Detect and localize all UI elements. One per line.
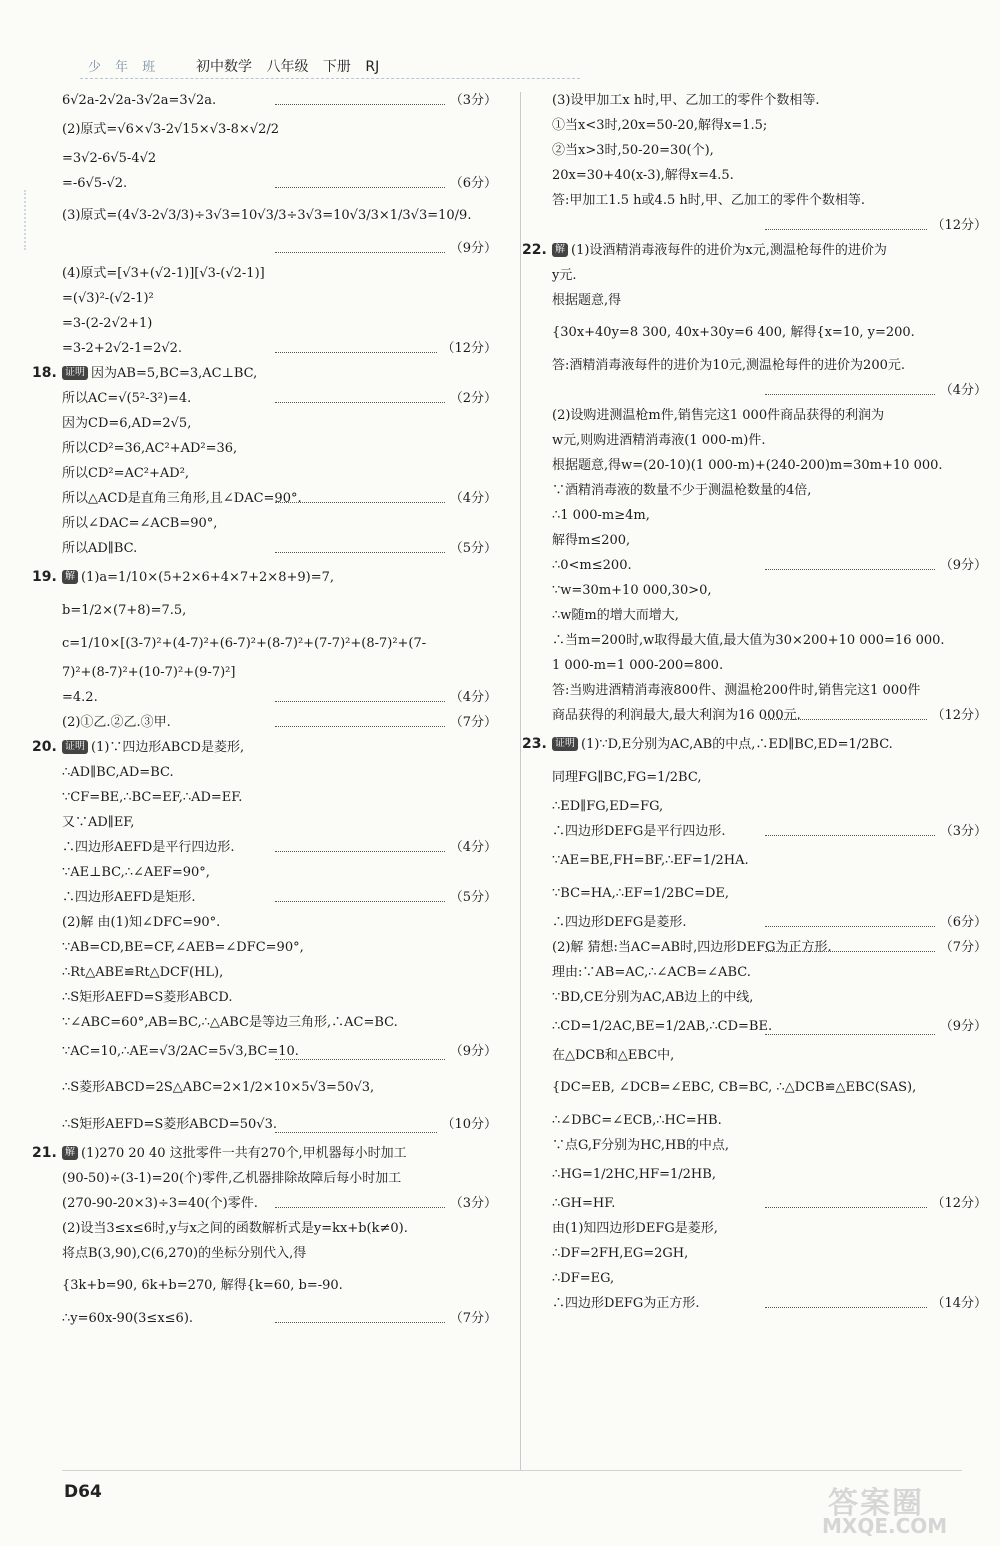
line-text: ②当x>3时,50-20=30(个),	[552, 143, 714, 158]
solution-tag: 解	[552, 243, 568, 257]
line-text: {DC=EB, ∠DCB=∠EBC, CB=BC, ∴△DCB≌△EBC(SAS),	[552, 1080, 917, 1095]
left-column	[32, 88, 497, 1331]
watermark-text: 答案圈	[828, 1486, 924, 1521]
line-text: (1)a=1/10×(5+2×6+4×7+2×8+9)=7,	[81, 570, 334, 585]
solution-line	[552, 1158, 987, 1191]
line-text: (2)原式=√6×√3-2√15×√3-8×√2/2	[62, 122, 280, 137]
line-text: ∴S矩形AEFD=S菱形ABCD=50√3.	[62, 1117, 277, 1132]
solution-line	[62, 286, 497, 311]
solution-line	[552, 163, 987, 188]
solution-line	[552, 188, 987, 213]
solution-line	[552, 578, 987, 603]
solution-line	[552, 960, 987, 985]
solution-line	[552, 935, 987, 960]
solution-line	[32, 361, 497, 386]
solution-line	[552, 478, 987, 503]
right-column	[522, 88, 987, 1316]
solution-line	[552, 761, 987, 794]
solution-line	[62, 1266, 497, 1306]
question-number: 18.	[32, 365, 57, 381]
solution-line	[552, 1241, 987, 1266]
score-label: （6分）	[937, 910, 987, 935]
solution-line	[62, 511, 497, 536]
solution-line	[552, 288, 987, 313]
solution-line	[552, 403, 987, 428]
solution-line	[552, 1291, 987, 1316]
dotted-leader	[275, 1322, 445, 1323]
dotted-leader	[275, 1059, 445, 1060]
solution-line	[62, 685, 497, 710]
solution-line	[552, 553, 987, 578]
solution-line	[62, 885, 497, 910]
question-number: 23.	[522, 736, 547, 752]
solution-line	[62, 1241, 497, 1266]
score-label: （14分）	[928, 1291, 987, 1316]
solution-tag: 证明	[62, 366, 88, 380]
line-text: ∴HG=1/2HC,HF=1/2HB,	[552, 1167, 716, 1182]
line-text: ∴y=60x-90(3≤x≤6).	[62, 1311, 194, 1326]
solution-line	[62, 935, 497, 960]
solution-line	[62, 660, 497, 685]
solution-tag: 解	[62, 570, 78, 584]
solution-line	[62, 311, 497, 336]
solution-line	[552, 1010, 987, 1043]
solution-line	[62, 196, 497, 236]
line-text: w元,则购进酒精消毒液(1 000-m)件.	[552, 433, 766, 448]
solution-line	[62, 461, 497, 486]
line-text: 所以∠DAC=∠ACB=90°,	[62, 516, 218, 531]
line-text: 理由:∵AB=AC,∴∠ACB=∠ABC.	[552, 965, 751, 980]
line-text: ∴S矩形AEFD=S菱形ABCD.	[62, 990, 233, 1005]
solution-line	[552, 678, 987, 703]
question-number: 19.	[32, 569, 57, 585]
line-text: 所以AC=√(5²-3²)=4.	[62, 391, 192, 406]
line-text: y元.	[552, 268, 577, 283]
solution-line	[32, 561, 497, 594]
dotted-leader	[275, 726, 445, 727]
solution-line	[62, 113, 497, 146]
line-text: =3-2+2√2-1=2√2.	[62, 341, 183, 356]
solution-line	[32, 1141, 497, 1166]
score-label: （9分）	[937, 1010, 987, 1043]
line-text: ∴0<m≤200.	[552, 558, 632, 573]
line-text: ∵w=30m+10 000,30>0,	[552, 583, 712, 598]
solution-line	[552, 378, 987, 403]
line-text: 所以CD²=36,AC²+AD²=36,	[62, 441, 238, 456]
score-label: （12分）	[928, 213, 987, 238]
line-text: =4.2.	[62, 690, 98, 705]
solution-line	[552, 113, 987, 138]
line-text: ∵AE⊥BC,∴∠AEF=90°,	[62, 865, 210, 880]
line-text: ∵∠ABC=60°,AB=BC,∴△ABC是等边三角形,∴AC=BC.	[62, 1015, 398, 1030]
solution-line	[552, 910, 987, 935]
dotted-leader	[275, 402, 445, 403]
solution-line	[62, 236, 497, 261]
line-text: ∵点G,F分别为HC,HB的中点,	[552, 1138, 730, 1153]
line-text: 解得m≤200,	[552, 533, 631, 548]
line-text: 所以AD∥BC.	[62, 541, 138, 556]
line-text: ∵CF=BE,∴BC=EF,∴AD=EF.	[62, 790, 243, 805]
line-text: =(√3)²-(√2-1)²	[62, 291, 154, 306]
line-text: 根据题意,得w=(20-10)(1 000-m)+(240-200)m=30m+10 000.	[552, 458, 943, 473]
score-label: （12分）	[928, 703, 987, 728]
dotted-leader	[765, 229, 935, 230]
dotted-leader	[275, 901, 445, 902]
line-text: 又∵AD∥EF,	[62, 815, 135, 830]
line-text: (1)270 20 40 这批零件一共有270个,甲机器每小时加工	[81, 1146, 407, 1161]
score-label: （6分）	[447, 171, 497, 196]
solution-line	[552, 263, 987, 288]
line-text: 根据题意,得	[552, 293, 622, 308]
line-text: 在△DCB和△EBC中,	[552, 1048, 675, 1063]
line-text: c=1/10×[(3-7)²+(4-7)²+(6-7)²+(8-7)²+(7-7)²+(8-7)²+(7-	[62, 636, 427, 651]
solution-line	[552, 819, 987, 844]
dotted-leader	[765, 719, 935, 720]
line-text: ∴四边形AEFD是平行四边形.	[62, 840, 235, 855]
solution-line	[62, 985, 497, 1010]
line-text: 6√2a-2√2a-3√2a=3√2a.	[62, 93, 217, 108]
solution-line	[552, 453, 987, 478]
line-text: ∴S菱形ABCD=2S△ABC=2×1/2×10×5√3=50√3,	[62, 1080, 375, 1095]
solution-line	[552, 88, 987, 113]
solution-line	[62, 386, 497, 411]
line-text: ∴DF=EG,	[552, 1271, 615, 1286]
score-label: （12分）	[928, 1191, 987, 1216]
solution-line	[62, 785, 497, 810]
score-label: （4分）	[447, 486, 497, 511]
line-text: (1)设酒精消毒液每件的进价为x元,测温枪每件的进价为	[571, 243, 887, 258]
solution-line	[552, 603, 987, 628]
score-label: （9分）	[447, 236, 497, 261]
dotted-leader	[275, 352, 445, 353]
solution-line	[552, 313, 987, 353]
solution-line	[62, 88, 497, 113]
line-text: ∵AC=10,∴AE=√3/2AC=5√3,BC=10.	[62, 1044, 299, 1059]
line-text: ∴ED∥FG,ED=FG,	[552, 799, 664, 814]
solution-line	[62, 1035, 497, 1068]
solution-line	[522, 238, 987, 263]
score-label: （9分）	[447, 1035, 497, 1068]
dotted-leader	[275, 851, 445, 852]
decorative-sparkle	[24, 190, 52, 250]
score-label: （5分）	[447, 885, 497, 910]
solution-line	[62, 627, 497, 660]
solution-line	[552, 428, 987, 453]
line-text: (2)解 猜想:当AC=AB时,四边形DEFG为正方形.	[552, 940, 832, 955]
solution-line	[552, 653, 987, 678]
solution-line	[552, 1108, 987, 1133]
score-label: （4分）	[447, 835, 497, 860]
line-text: ∴四边形AEFD是矩形.	[62, 890, 196, 905]
line-text: 因为AB=5,BC=3,AC⊥BC,	[91, 366, 258, 381]
dotted-leader	[765, 951, 935, 952]
solution-line	[552, 353, 987, 378]
solution-line	[62, 1108, 497, 1141]
solution-tag: 解	[62, 1146, 78, 1160]
line-text: (270-90-20×3)÷3=40(个)零件.	[62, 1196, 258, 1211]
dotted-leader	[765, 569, 935, 570]
score-label: （3分）	[937, 819, 987, 844]
line-text: 答:甲加工1.5 h或4.5 h时,甲、乙加工的零件个数相等.	[552, 193, 866, 208]
line-text: 所以CD²=AC²+AD²,	[62, 466, 190, 481]
solution-line	[62, 1166, 497, 1191]
line-text: ∵酒精消毒液的数量不少于测温枪数量的4倍,	[552, 483, 812, 498]
header-divider	[80, 78, 580, 79]
dotted-leader	[275, 252, 445, 253]
line-text: (2)设当3≤x≤6时,y与x之间的函数解析式是y=kx+b(k≠0).	[62, 1221, 408, 1236]
dotted-leader	[275, 187, 445, 188]
solution-line	[552, 138, 987, 163]
dotted-leader	[765, 1207, 935, 1208]
line-text: 答:酒精消毒液每件的进价为10元,测温枪每件的进价为200元.	[552, 358, 905, 373]
solution-line	[62, 486, 497, 511]
line-text: =3-(2-2√2+1)	[62, 316, 153, 331]
solution-line	[62, 960, 497, 985]
solution-line	[552, 794, 987, 819]
score-label: （7分）	[447, 1306, 497, 1331]
solution-line	[552, 628, 987, 653]
line-text: =-6√5-√2.	[62, 176, 128, 191]
question-number: 22.	[522, 242, 547, 258]
score-label: （9分）	[937, 553, 987, 578]
line-text: ∴Rt△ABE≌Rt△DCF(HL),	[62, 965, 224, 980]
solution-tag: 证明	[62, 740, 88, 754]
solution-line	[62, 336, 497, 361]
solution-line	[62, 1068, 497, 1108]
line-text: 所以△ACD是直角三角形,且∠DAC=90°.	[62, 491, 302, 506]
line-text: 1 000-m=1 000-200=800.	[552, 658, 724, 673]
book-title: 初中数学 八年级 下册 RJ	[196, 59, 380, 75]
score-label: （5分）	[447, 536, 497, 561]
dotted-leader	[275, 104, 445, 105]
solution-line	[32, 735, 497, 760]
solution-line	[62, 146, 497, 171]
line-text: ∴w随m的增大而增大,	[552, 608, 679, 623]
line-text: b=1/2×(7+8)=7.5,	[62, 603, 187, 618]
solution-line	[552, 503, 987, 528]
solution-line	[62, 760, 497, 785]
line-text: ∴四边形DEFG是菱形.	[552, 915, 687, 930]
solution-line	[62, 810, 497, 835]
line-text: {3k+b=90, 6k+b=270, 解得{k=60, b=-90.	[62, 1278, 343, 1293]
line-text: ∴当m=200时,w取得最大值,最大值为30×200+10 000=16 000.	[552, 633, 945, 648]
line-text: (90-50)÷(3-1)=20(个)零件,乙机器排除故障后每小时加工	[62, 1171, 402, 1186]
column-divider	[520, 92, 521, 1470]
line-text: ∵AE=BE,FH=BF,∴EF=1/2HA.	[552, 853, 749, 868]
solution-line	[552, 1216, 987, 1241]
line-text: ∴CD=1/2AC,BE=1/2AB,∴CD=BE.	[552, 1019, 773, 1034]
line-text: 20x=30+40(x-3),解得x=4.5.	[552, 168, 734, 183]
line-text: =3√2-6√5-4√2	[62, 151, 157, 166]
line-text: ∴DF=2FH,EG=2GH,	[552, 1246, 689, 1261]
score-label: （12分）	[438, 336, 497, 361]
line-text: (2)①乙.②乙.③甲.	[62, 715, 171, 730]
question-number: 20.	[32, 739, 57, 755]
line-text: ∴∠DBC=∠ECB,∴HC=HB.	[552, 1113, 722, 1128]
page-header	[60, 52, 960, 82]
solution-line	[62, 171, 497, 196]
line-text: 同理FG∥BC,FG=1/2BC,	[552, 770, 702, 785]
line-text: (1)∵四边形ABCD是菱形,	[91, 740, 245, 755]
solution-line	[552, 1043, 987, 1068]
solution-line	[552, 877, 987, 910]
score-label: （3分）	[447, 1191, 497, 1216]
solution-line	[552, 1133, 987, 1158]
dotted-leader	[275, 1132, 445, 1133]
score-label: （10分）	[438, 1108, 497, 1141]
dotted-leader	[275, 1207, 445, 1208]
line-text: ∴AD∥BC,AD=BC.	[62, 765, 174, 780]
solution-line	[552, 1068, 987, 1108]
line-text: (1)∵D,E分别为AC,AB的中点,∴ED∥BC,ED=1/2BC.	[581, 737, 893, 752]
line-text: (3)原式=(4√3-2√3/3)÷3√3=10√3/3÷3√3=10√3/3×1/3√3=10/9.	[62, 208, 472, 223]
solution-line	[552, 528, 987, 553]
dotted-leader	[765, 835, 935, 836]
solution-line	[62, 710, 497, 735]
solution-line	[552, 1266, 987, 1291]
line-text: ∴四边形DEFG为正方形.	[552, 1296, 700, 1311]
solution-line	[552, 844, 987, 877]
dotted-leader	[275, 502, 445, 503]
dotted-leader	[765, 394, 935, 395]
line-text: 答:当购进酒精消毒液800件、测温枪200件时,销售完这1 000件	[552, 683, 921, 698]
dotted-leader	[765, 1034, 935, 1035]
solution-line	[552, 213, 987, 238]
solution-line	[62, 910, 497, 935]
line-text: ∵BC=HA,∴EF=1/2BC=DE,	[552, 886, 730, 901]
score-label: （2分）	[447, 386, 497, 411]
footer-divider	[62, 1470, 962, 1471]
solution-line	[552, 703, 987, 728]
line-text: ∴1 000-m≥4m,	[552, 508, 650, 523]
solution-line	[552, 985, 987, 1010]
line-text: ∵AB=CD,BE=CF,∠AEB=∠DFC=90°,	[62, 940, 304, 955]
dotted-leader	[765, 1307, 935, 1308]
line-text: (2)解 由(1)知∠DFC=90°.	[62, 915, 221, 930]
score-label: （4分）	[937, 378, 987, 403]
line-text: 7)²+(8-7)²+(10-7)²+(9-7)²]	[62, 665, 236, 680]
line-text: 将点B(3,90),C(6,270)的坐标分别代入,得	[62, 1246, 307, 1261]
solution-line	[62, 536, 497, 561]
line-text: ∴GH=HF.	[552, 1196, 616, 1211]
solution-line	[62, 411, 497, 436]
dotted-leader	[765, 926, 935, 927]
solution-tag: 证明	[552, 737, 578, 751]
solution-line	[522, 728, 987, 761]
solution-line	[62, 1216, 497, 1241]
line-text: (2)设购进测温枪m件,销售完这1 000件商品获得的利润为	[552, 408, 885, 423]
page-number: D64	[64, 1482, 102, 1502]
solution-line	[62, 1306, 497, 1331]
line-text: 因为CD=6,AD=2√5,	[62, 416, 192, 431]
brand-logo: 少 年 班	[88, 60, 161, 75]
score-label: （7分）	[937, 935, 987, 960]
line-text: ∴四边形DEFG是平行四边形.	[552, 824, 726, 839]
solution-line	[62, 860, 497, 885]
solution-line	[62, 261, 497, 286]
score-label: （4分）	[447, 685, 497, 710]
score-label: （3分）	[447, 88, 497, 113]
line-text: ∵BD,CE分别为AC,AB边上的中线,	[552, 990, 754, 1005]
line-text: 由(1)知四边形DEFG是菱形,	[552, 1221, 718, 1236]
score-label: （7分）	[447, 710, 497, 735]
line-text: (4)原式=[√3+(√2-1)][√3-(√2-1)]	[62, 266, 265, 281]
solution-line	[62, 594, 497, 627]
watermark-url: MXQE.COM	[822, 1514, 948, 1538]
solution-line	[62, 835, 497, 860]
line-text: ①当x<3时,20x=50-20,解得x=1.5;	[552, 118, 768, 133]
question-number: 21.	[32, 1145, 57, 1161]
watermark	[818, 1478, 988, 1538]
line-text: 商品获得的利润最大,最大利润为16 000元.	[552, 708, 801, 723]
dotted-leader	[275, 701, 445, 702]
solution-line	[552, 1191, 987, 1216]
line-text: {30x+40y=8 300, 40x+30y=6 400, 解得{x=10, y=200.	[552, 325, 915, 340]
solution-line	[62, 1010, 497, 1035]
line-text: (3)设甲加工x h时,甲、乙加工的零件个数相等.	[552, 93, 820, 108]
solution-line	[62, 1191, 497, 1216]
solution-line	[62, 436, 497, 461]
dotted-leader	[275, 552, 445, 553]
